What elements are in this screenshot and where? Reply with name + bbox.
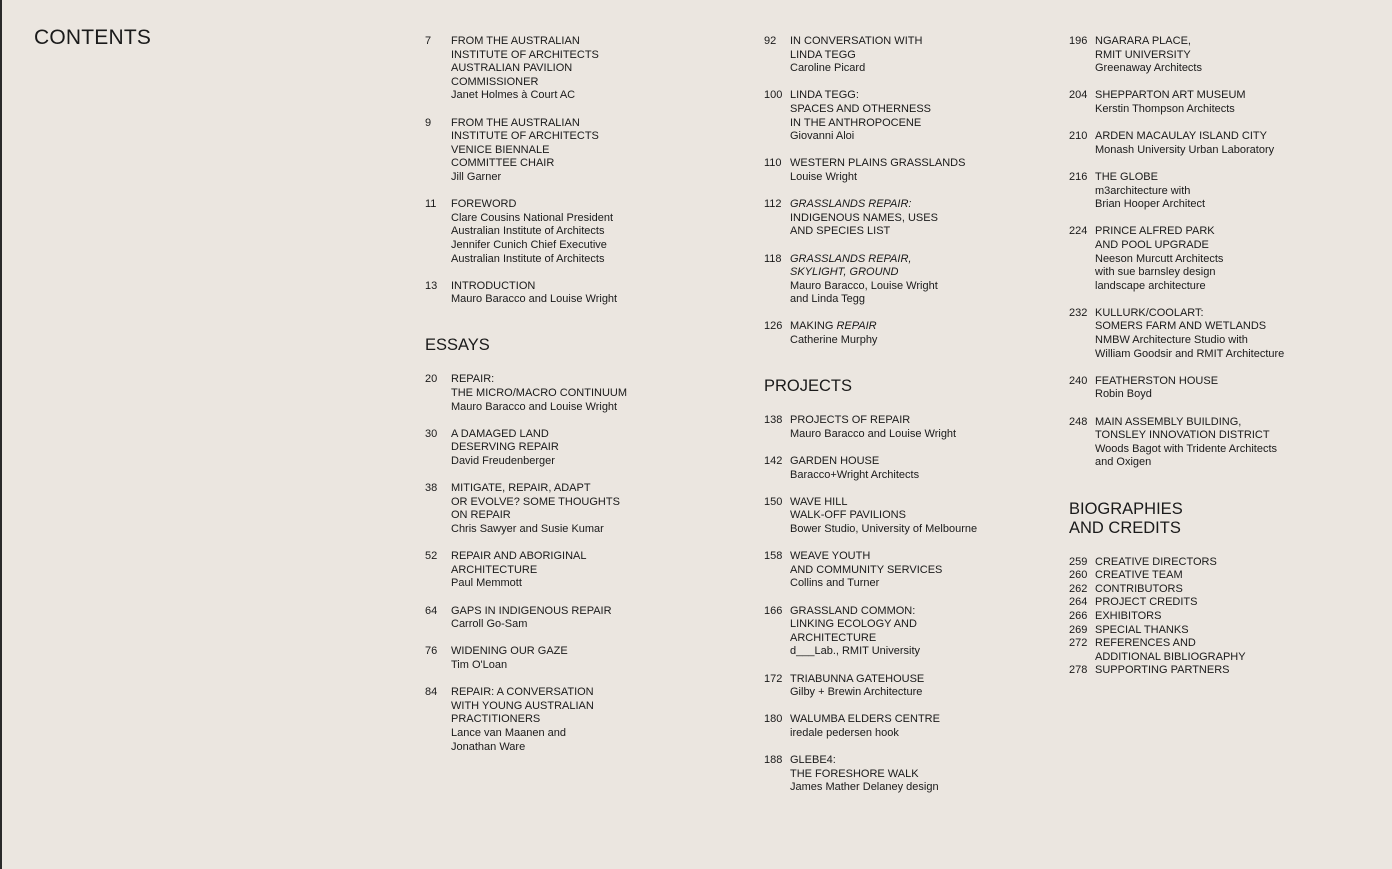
entry-authors: Jill Garner: [451, 170, 502, 183]
page-number: 20: [425, 373, 438, 386]
page-number: 260: [1069, 569, 1088, 582]
entry-authors: Carroll Go-Sam: [451, 618, 528, 631]
toc-entry: [764, 550, 1064, 591]
entry-title: GRASSLANDS REPAIR: INDIGENOUS NAMES, USES AND SPECIES LIST: [790, 198, 938, 238]
page-number: 188: [764, 754, 783, 767]
page-number: 9: [425, 116, 432, 129]
toc-entry: [764, 89, 1064, 143]
toc-entry: [1069, 375, 1369, 402]
entry-title: SPECIAL THANKS: [1095, 623, 1189, 636]
entry-authors: Monash University Urban Laboratory: [1095, 143, 1275, 156]
entry-authors: Janet Holmes à Court AC: [451, 89, 576, 102]
essays-heading: ESSAYS: [425, 336, 490, 355]
column-2: [764, 35, 1064, 808]
page-number: 138: [764, 414, 783, 427]
toc-entry: [1069, 35, 1369, 76]
toc-entry: [425, 198, 745, 266]
page-number: 248: [1069, 415, 1088, 428]
entry-title: WAVE HILL WALK-OFF PAVILIONS: [790, 495, 906, 522]
entry-title: MAIN ASSEMBLY BUILDING, TONSLEY INNOVATION DISTRICT: [1095, 415, 1270, 442]
entry-title: EXHIBITORS: [1095, 609, 1162, 622]
page-number: 264: [1069, 596, 1088, 609]
toc-entry: [425, 373, 745, 414]
entry-authors: NMBW Architecture Studio with William Goodsir and RMIT Architecture: [1095, 334, 1285, 360]
entry-authors: Tim O'Loan: [451, 658, 508, 671]
toc-entry: [425, 117, 745, 185]
toc-entry: [425, 645, 745, 672]
page-number: 64: [425, 604, 438, 617]
entry-authors: iredale pedersen hook: [790, 726, 899, 739]
page-number: 278: [1069, 664, 1088, 677]
page-number: 76: [425, 645, 438, 658]
toc-entry: [764, 673, 1064, 700]
page-number: 224: [1069, 225, 1088, 238]
toc-entry: [764, 713, 1064, 740]
entry-title: FOREWORD: [451, 198, 517, 211]
toc-entry: [764, 320, 1064, 347]
page-number: 232: [1069, 306, 1088, 319]
entry-title: SHEPPARTON ART MUSEUM: [1095, 89, 1246, 102]
entry-authors: Louise Wright: [790, 170, 858, 183]
entry-authors: Bower Studio, University of Melbourne: [790, 523, 978, 535]
entry-title: TRIABUNNA GATEHOUSE: [790, 672, 925, 685]
page-number: 112: [764, 198, 782, 211]
toc-entry: [764, 198, 1064, 239]
page-number: 196: [1069, 35, 1088, 47]
entry-title: MAKING REPAIR: [790, 320, 877, 333]
entry-authors: Kerstin Thompson Architects: [1095, 102, 1235, 115]
toc-entry: [764, 157, 1064, 184]
entry-title: CONTRIBUTORS: [1095, 582, 1183, 595]
page-number: 272: [1069, 637, 1088, 650]
entry-title: FROM THE AUSTRALIAN INSTITUTE OF ARCHITECTS AUSTRALIAN PAVILION COMMISSIONER: [451, 35, 599, 88]
page-number: 38: [425, 482, 438, 495]
toc-entry: [764, 35, 1064, 76]
toc-entry: [1069, 225, 1369, 293]
entry-title: KULLURK/COOLART: SOMERS FARM AND WETLANDS: [1095, 306, 1267, 333]
entry-title: FROM THE AUSTRALIAN INSTITUTE OF ARCHITECTS VENICE BIENNALE COMMITTEE CHAIR: [451, 116, 599, 170]
toc-entry: [425, 35, 745, 103]
entry-title: INTRODUCTION: [451, 279, 536, 292]
col3-list: [1069, 35, 1369, 470]
col2-list: [764, 35, 1064, 348]
toc-entry: [1069, 307, 1369, 361]
page-number: 92: [764, 35, 777, 47]
page-number: 126: [764, 320, 783, 333]
page-number: 100: [764, 89, 783, 102]
entry-title: WESTERN PLAINS GRASSLANDS: [790, 157, 966, 170]
page-number: 216: [1069, 170, 1088, 183]
toc-entry: [425, 686, 745, 754]
page-number: 240: [1069, 374, 1088, 387]
entry-title: REFERENCES AND ADDITIONAL BIBLIOGRAPHY: [1095, 637, 1246, 663]
projects-heading: PROJECTS: [764, 377, 853, 396]
entry-authors: Mauro Baracco and Louise Wright: [790, 427, 957, 440]
page-number: 204: [1069, 89, 1088, 102]
entry-authors: m3architecture with Brian Hooper Architect: [1095, 184, 1206, 211]
page-number: 110: [764, 157, 782, 170]
entry-authors: Clare Cousins National President Australian Institute of Architects Jennifer Cunich Chief Executive Australian Institute of Architects: [451, 211, 614, 265]
toc-entry: [1069, 664, 1369, 678]
entry-title: REPAIR: THE MICRO/MACRO CONTINUUM: [451, 373, 627, 400]
entry-authors: Baracco+Wright Architects: [790, 468, 920, 481]
entry-authors: Caroline Picard: [790, 62, 866, 75]
entry-authors: Mauro Baracco and Louise Wright: [451, 400, 618, 413]
entry-authors: Greenaway Architects: [1095, 62, 1202, 75]
entry-authors: Mauro Baracco and Louise Wright: [451, 293, 618, 306]
toc-entry: [1069, 416, 1369, 470]
page-title: CONTENTS: [34, 26, 152, 49]
page-number: 172: [764, 672, 783, 685]
toc-entry: [764, 253, 1064, 307]
page-number: 166: [764, 604, 783, 617]
entry-title: A DAMAGED LAND DESERVING REPAIR: [451, 427, 559, 454]
entry-title: GRASSLAND COMMON: LINKING ECOLOGY AND ARCHITECTURE: [790, 604, 917, 644]
entry-authors: Paul Memmott: [451, 577, 522, 590]
toc-entry: [1069, 89, 1369, 116]
entry-title: GRASSLANDS REPAIR, SKYLIGHT, GROUND: [790, 252, 912, 279]
toc-entry: [1069, 637, 1369, 664]
entry-authors: Giovanni Aloi: [790, 130, 855, 143]
entry-title: CREATIVE DIRECTORS: [1095, 555, 1217, 568]
entry-title: LINDA TEGG: SPACES AND OTHERNESS IN THE ANTHROPOCENE: [790, 89, 931, 129]
toc-entry: [425, 550, 745, 591]
column-3: [1069, 35, 1369, 678]
entry-title: CREATIVE TEAM: [1095, 569, 1183, 582]
entry-title: THE GLOBE: [1095, 170, 1158, 183]
entry-title: IN CONVERSATION WITH LINDA TEGG: [790, 35, 923, 61]
page-number: 30: [425, 427, 438, 440]
toc-entry: [764, 754, 1064, 795]
toc-entry: [1069, 569, 1369, 583]
biographies-heading: BIOGRAPHIES AND CREDITS: [1069, 499, 1183, 537]
entry-title: PRINCE ALFRED PARK AND POOL UPGRADE: [1095, 225, 1215, 251]
entry-title: REPAIR AND ABORIGINAL ARCHITECTURE: [451, 550, 587, 576]
page-number: 158: [764, 550, 783, 563]
toc-entry: [1069, 610, 1369, 624]
entry-authors: d___Lab., RMIT University: [790, 645, 921, 658]
page-number: 84: [425, 686, 438, 699]
entry-title: WALUMBA ELDERS CENTRE: [790, 713, 940, 726]
toc-entry: [425, 280, 745, 307]
entry-title: GARDEN HOUSE: [790, 455, 880, 468]
entry-authors: Lance van Maanen and Jonathan Ware: [451, 726, 566, 753]
entry-title: GAPS IN INDIGENOUS REPAIR: [451, 604, 612, 617]
credits-list: [1069, 556, 1369, 678]
page-number: 142: [764, 455, 783, 468]
entry-title: WIDENING OUR GAZE: [451, 645, 568, 658]
entry-authors: Catherine Murphy: [790, 334, 878, 347]
page-number: 118: [764, 252, 782, 265]
page-number: 259: [1069, 555, 1088, 568]
entry-title: PROJECT CREDITS: [1095, 596, 1198, 609]
toc-entry: [1069, 130, 1369, 157]
entry-authors: James Mather Delaney design: [790, 781, 939, 794]
page-number: 210: [1069, 130, 1088, 143]
page-number: 150: [764, 495, 783, 508]
column-1: [425, 35, 745, 768]
toc-entry: [764, 605, 1064, 659]
entry-authors: David Freudenberger: [451, 455, 555, 468]
page-number: 7: [425, 35, 432, 47]
toc-entry: [1069, 583, 1369, 597]
projects-list: [764, 414, 1064, 795]
page-number: 11: [425, 198, 437, 211]
entry-title: WEAVE YOUTH AND COMMUNITY SERVICES: [790, 550, 943, 576]
entry-authors: Robin Boyd: [1095, 388, 1152, 401]
essays-list: [425, 373, 745, 754]
entry-title: FEATHERSTON HOUSE: [1095, 374, 1219, 387]
intro-list: [425, 35, 745, 307]
page-number: 262: [1069, 582, 1088, 595]
entry-title: GLEBE4: THE FORESHORE WALK: [790, 754, 919, 780]
page-number: 180: [764, 713, 783, 726]
toc-entry: [764, 496, 1064, 537]
entry-title: MITIGATE, REPAIR, ADAPT OR EVOLVE? SOME THOUGHTS ON REPAIR: [451, 482, 620, 522]
entry-authors: Mauro Baracco, Louise Wright and Linda Tegg: [790, 279, 938, 306]
entry-title: NGARARA PLACE, RMIT UNIVERSITY: [1095, 35, 1191, 61]
toc-entry: [425, 605, 745, 632]
toc-entry: [1069, 171, 1369, 212]
toc-entry: [425, 428, 745, 469]
toc-entry: [1069, 624, 1369, 638]
entry-authors: Gilby + Brewin Architecture: [790, 686, 923, 699]
entry-title: PROJECTS OF REPAIR: [790, 414, 911, 427]
entry-authors: Neeson Murcutt Architects with sue barnsley design landscape architecture: [1095, 252, 1224, 292]
entry-authors: Woods Bagot with Tridente Architects and Oxigen: [1095, 442, 1277, 469]
entry-title: ARDEN MACAULAY ISLAND CITY: [1095, 130, 1267, 143]
page-number: 52: [425, 550, 438, 563]
page-number: 266: [1069, 609, 1088, 622]
entry-authors: Collins and Turner: [790, 577, 880, 590]
toc-entry: [425, 482, 745, 536]
page-number: 269: [1069, 623, 1088, 636]
entry-title: SUPPORTING PARTNERS: [1095, 664, 1230, 677]
toc-entry: [1069, 596, 1369, 610]
page-edge: [0, 0, 2, 869]
entry-title: REPAIR: A CONVERSATION WITH YOUNG AUSTRALIAN PRACTITIONERS: [451, 686, 594, 726]
page-number: 13: [425, 279, 438, 292]
toc-entry: [764, 455, 1064, 482]
entry-authors: Chris Sawyer and Susie Kumar: [451, 523, 604, 535]
toc-entry: [1069, 556, 1369, 570]
toc-entry: [764, 414, 1064, 441]
